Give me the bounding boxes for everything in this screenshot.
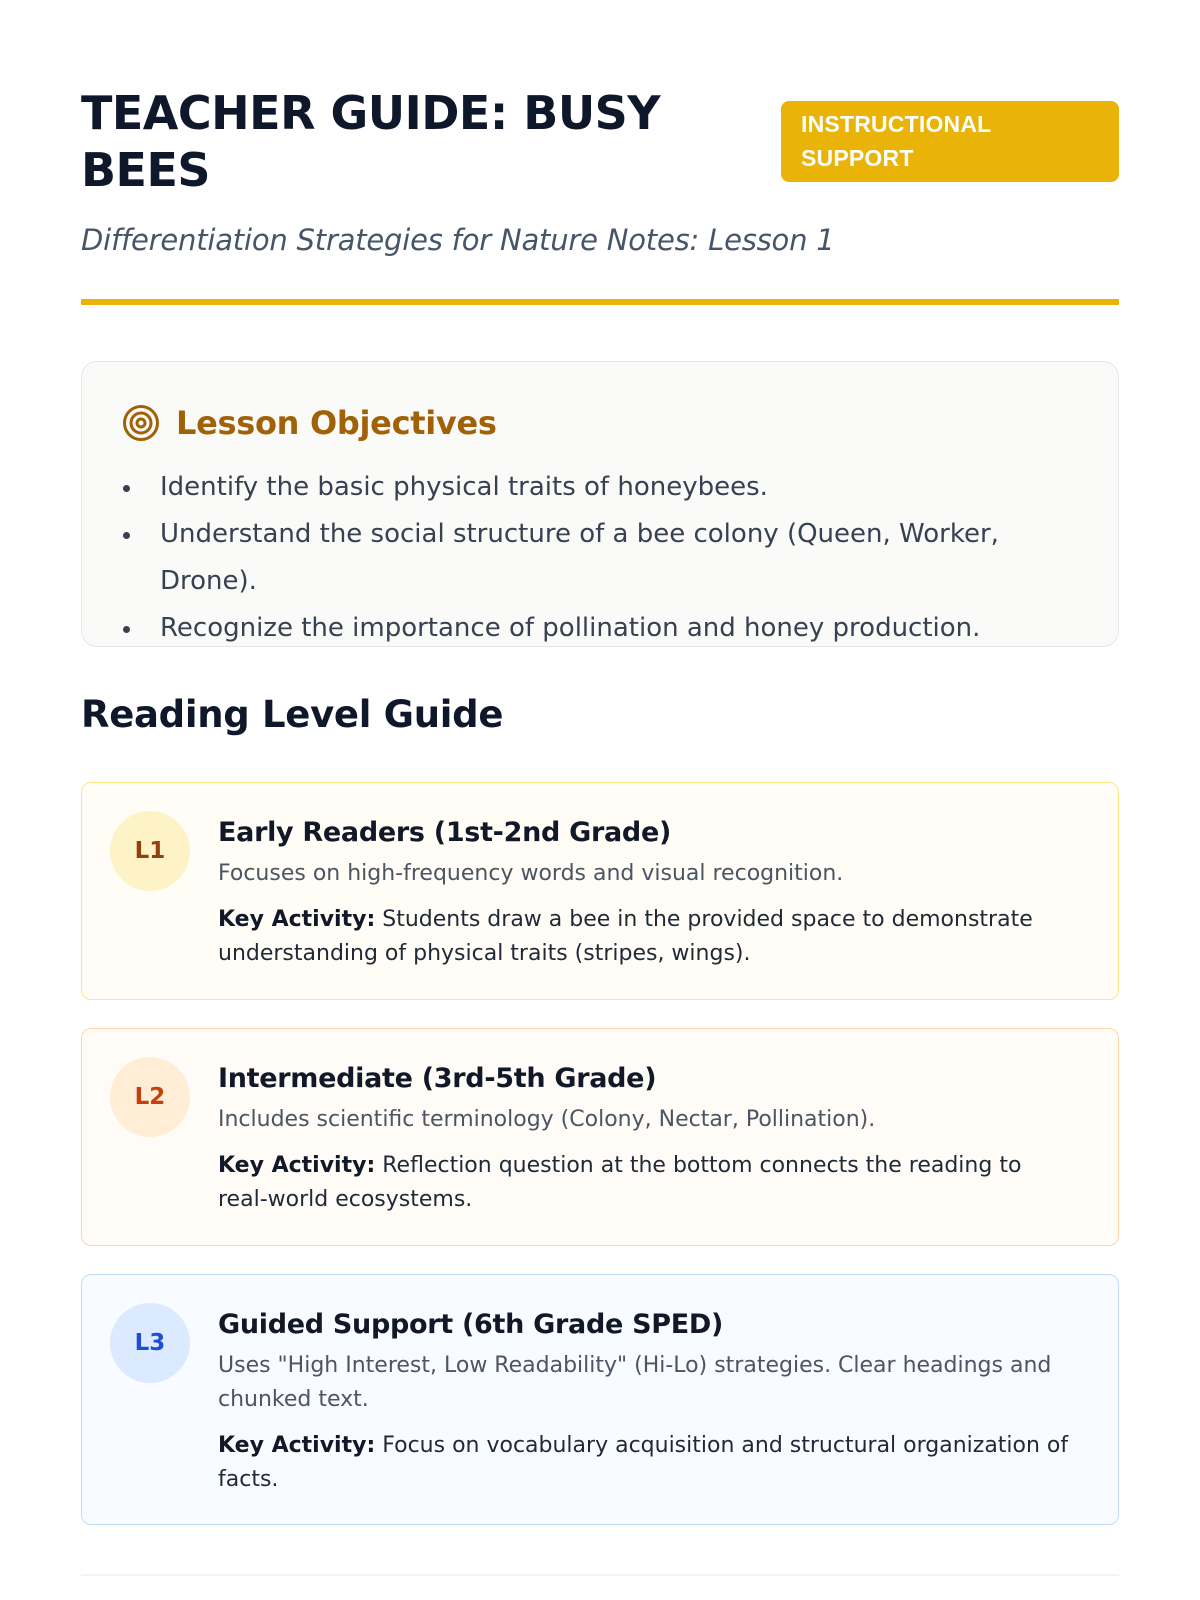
footer-divider xyxy=(81,1574,1119,1576)
level-title: Guided Support (6th Grade SPED) xyxy=(218,1309,724,1340)
reading-levels xyxy=(81,782,1119,1525)
level-description: Uses "High Interest, Low Readability" (Hi-Lo) strategies. Clear headings and chunked text. xyxy=(218,1353,1052,1412)
level-description: Focuses on high-frequency words and visual recognition. xyxy=(218,861,844,886)
key-activity-label: Key Activity: xyxy=(218,1153,376,1178)
target-icon xyxy=(122,404,160,442)
key-activity-label: Key Activity: xyxy=(218,1433,376,1458)
level-description: Includes scientific terminology (Colony, Nectar, Pollination). xyxy=(218,1107,876,1132)
level-key-activity xyxy=(218,1429,1078,1497)
objective-item: Recognize the importance of pollination and honey production. xyxy=(122,605,1078,652)
level-badge: L3 xyxy=(110,1303,190,1383)
level-card-l2 xyxy=(81,1028,1119,1246)
objectives-list xyxy=(122,464,1078,652)
lesson-objectives-header xyxy=(122,404,1078,442)
reading-level-guide-title: Reading Level Guide xyxy=(81,693,504,736)
instructional-support-badge: INSTRUCTIONAL SUPPORT xyxy=(781,101,1119,182)
level-title: Early Readers (1st-2nd Grade) xyxy=(218,817,672,848)
key-activity-text: Focus on vocabulary acquisition and structural organization of facts. xyxy=(218,1433,1069,1492)
level-badge: L1 xyxy=(110,811,190,891)
level-card-l3 xyxy=(81,1274,1119,1525)
objective-item: Understand the social structure of a bee colony (Queen, Worker, Drone). xyxy=(122,511,1078,605)
key-activity-label: Key Activity: xyxy=(218,907,376,932)
page-title: TEACHER GUIDE: BUSY BEES xyxy=(81,86,661,197)
lesson-objectives-title: Lesson Objectives xyxy=(176,404,497,442)
page-subtitle: Differentiation Strategies for Nature Notes: Lesson 1 xyxy=(81,223,835,257)
lesson-objectives-panel xyxy=(81,361,1119,647)
level-key-activity xyxy=(218,1149,1078,1217)
header-divider xyxy=(81,299,1119,305)
key-activity-text: Reflection question at the bottom connects the reading to real-world ecosystems. xyxy=(218,1153,1022,1212)
level-badge: L2 xyxy=(110,1057,190,1137)
level-key-activity xyxy=(218,903,1078,971)
level-title: Intermediate (3rd-5th Grade) xyxy=(218,1063,657,1094)
objective-item: Identify the basic physical traits of honeybees. xyxy=(122,464,1078,511)
key-activity-text: Students draw a bee in the provided space to demonstrate understanding of physical traits (stripes, wings). xyxy=(218,907,1033,966)
header xyxy=(81,0,1119,199)
level-card-l1 xyxy=(81,782,1119,1000)
